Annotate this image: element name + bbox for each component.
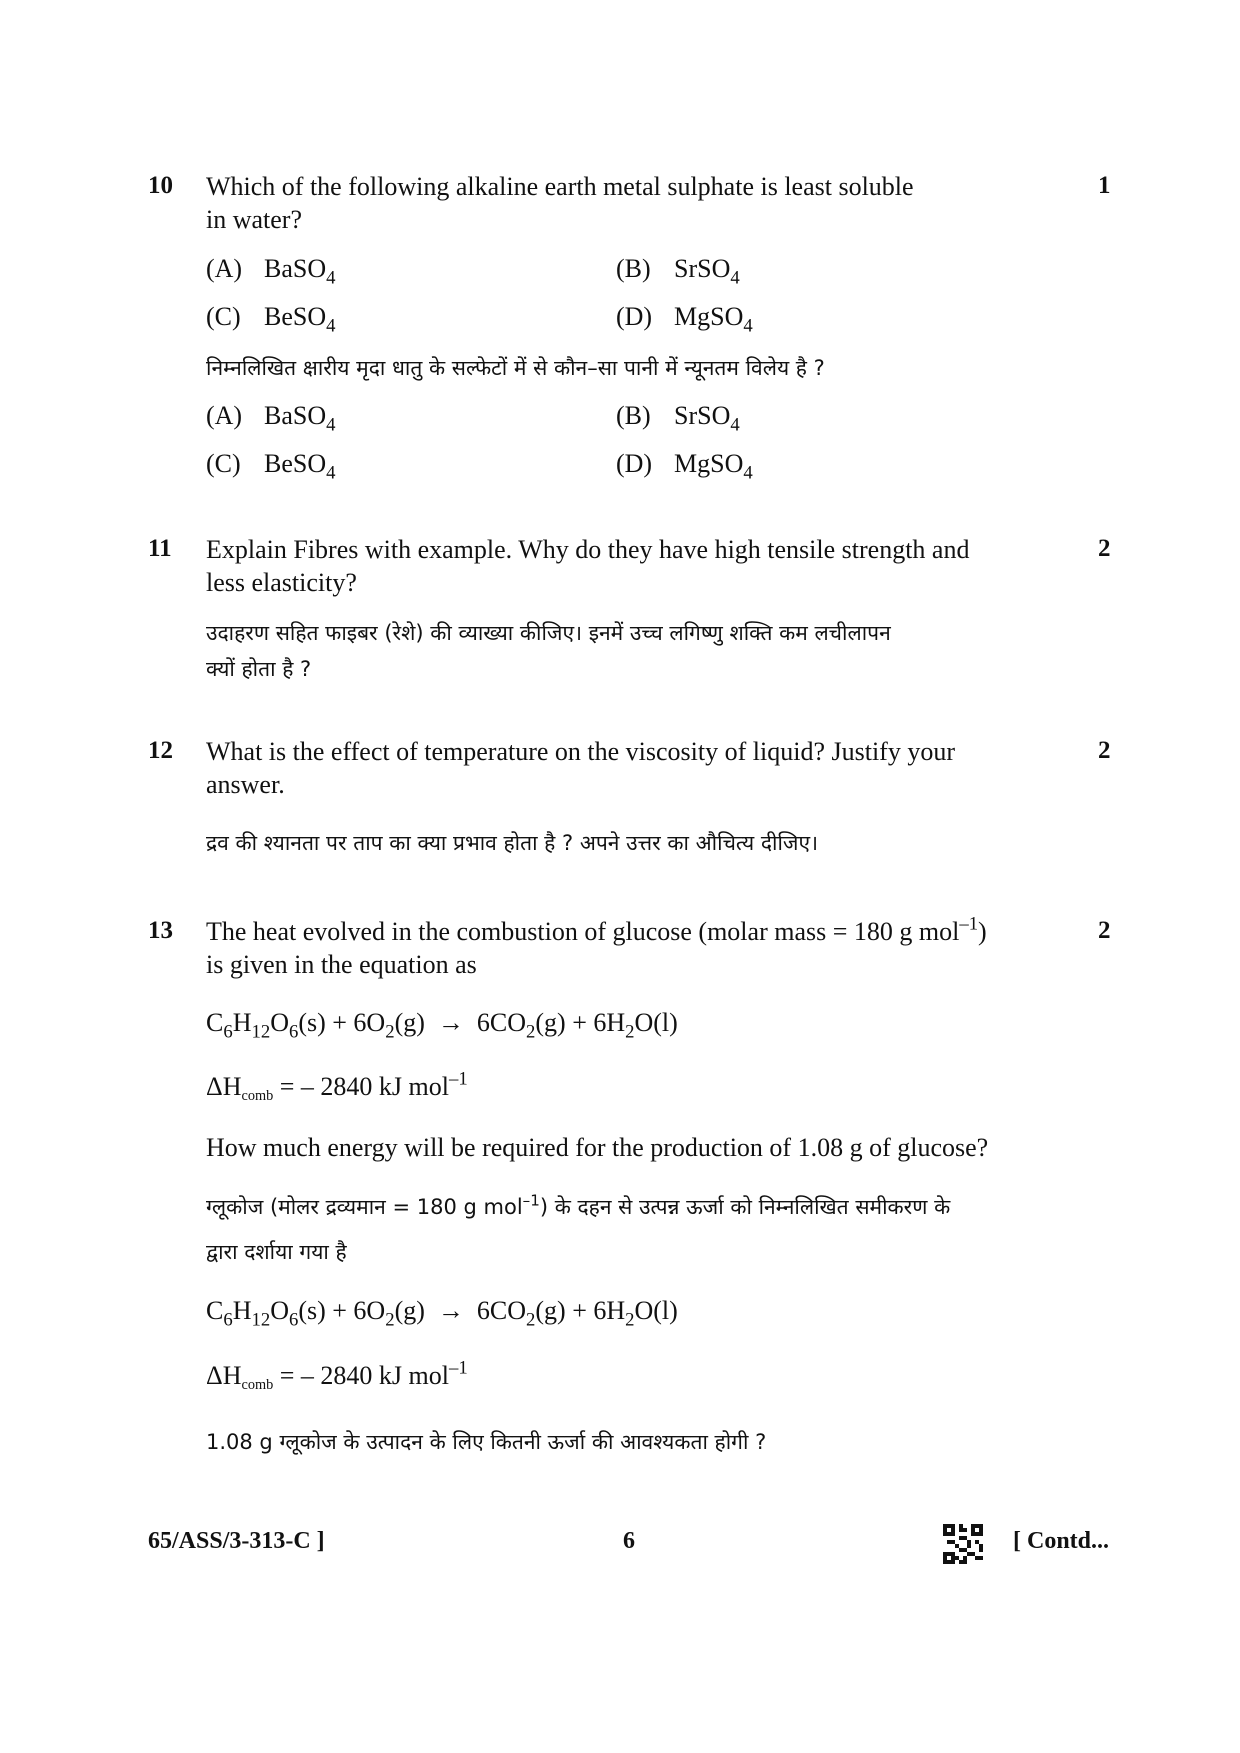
option-a-hindi: (A) BaSO$_4$ xyxy=(206,401,336,436)
continued-label: [ Contd... xyxy=(1013,1528,1110,1554)
question-number: 10 xyxy=(148,172,173,199)
question-text-line: What is the effect of temperature on the viscosity of liquid? Justify your xyxy=(206,737,955,766)
question-text-hindi: द्रव की श्यानता पर ताप का क्या प्रभाव होता है ? अपने उत्तर का औचित्य दीजिए। xyxy=(206,831,819,855)
qr-code-icon xyxy=(943,1524,983,1564)
question-text-hindi: उदाहरण सहित फाइबर (रेशे) की व्याख्या कीजिए। इनमें उच्च लगिष्णु शक्ति कम लचीलापन xyxy=(206,621,891,645)
question-text-line: is given in the equation as xyxy=(206,950,477,979)
question-text-hindi: द्वारा दर्शाया गया है xyxy=(206,1240,347,1264)
question-text-hindi: ग्लूकोज (मोलर द्रव्यमान = 180 g mol$^{-1}$) के दहन से उत्पन्न ऊर्जा को निम्नलिखित समीकरण के xyxy=(206,1191,951,1219)
question-number: 11 xyxy=(148,535,172,562)
question-text-hindi: निम्नलिखित क्षारीय मृदा धातु के सल्फेटों में से कौन–सा पानी में न्यूनतम विलेय है ? xyxy=(206,356,825,380)
question-number: 12 xyxy=(148,737,173,764)
paper-code: 65/ASS/3-313-C ] xyxy=(148,1528,325,1554)
option-c-hindi: (C) BeSO$_4$ xyxy=(206,449,336,484)
enthalpy-value: $\Delta H_{comb}$ = – 2840 kJ mol$^{-1}$ xyxy=(206,1068,468,1104)
option-b-hindi: (B) SrSO$_4$ xyxy=(616,401,740,436)
question-marks: 2 xyxy=(1098,737,1111,764)
combustion-equation-hindi: $C_6H_{12}O_6(s) + 6O_2(g) \to 6CO_2(g) + 6H_2O(l)$ xyxy=(206,1296,678,1331)
option-c: (C) BeSO$_4$ xyxy=(206,302,336,337)
question-text-line: The heat evolved in the combustion of glucose (molar mass = 180 g mol$^{-1}$) xyxy=(206,913,987,946)
option-d-hindi: (D) MgSO$_4$ xyxy=(616,449,753,484)
question-text-line: How much energy will be required for the production of 1.08 g of glucose? xyxy=(206,1133,989,1162)
question-marks: 2 xyxy=(1098,535,1111,562)
question-marks: 2 xyxy=(1098,917,1111,944)
question-text-hindi: 1.08 g ग्लूकोज के उत्पादन के लिए कितनी ऊर्जा की आवश्यकता होगी ? xyxy=(206,1430,767,1454)
option-a: (A) BaSO$_4$ xyxy=(206,254,336,289)
option-b: (B) SrSO$_4$ xyxy=(616,254,740,289)
question-text-line: Which of the following alkaline earth metal sulphate is least soluble xyxy=(206,172,914,201)
question-number: 13 xyxy=(148,917,173,944)
question-text-line: in water? xyxy=(206,205,303,234)
question-text-line: Explain Fibres with example. Why do they have high tensile strength and xyxy=(206,535,970,564)
question-text-hindi: क्यों होता है ? xyxy=(206,657,312,681)
enthalpy-value-hindi: $\Delta H_{comb}$ = – 2840 kJ mol$^{-1}$ xyxy=(206,1357,468,1393)
question-marks: 1 xyxy=(1098,172,1111,199)
page-number: 6 xyxy=(623,1528,635,1554)
question-text-line: answer. xyxy=(206,770,285,799)
question-text-line: less elasticity? xyxy=(206,568,357,597)
option-d: (D) MgSO$_4$ xyxy=(616,302,753,337)
combustion-equation: $C_6H_{12}O_6(s) + 6O_2(g) \to 6CO_2(g) + 6H_2O(l)$ xyxy=(206,1008,678,1043)
